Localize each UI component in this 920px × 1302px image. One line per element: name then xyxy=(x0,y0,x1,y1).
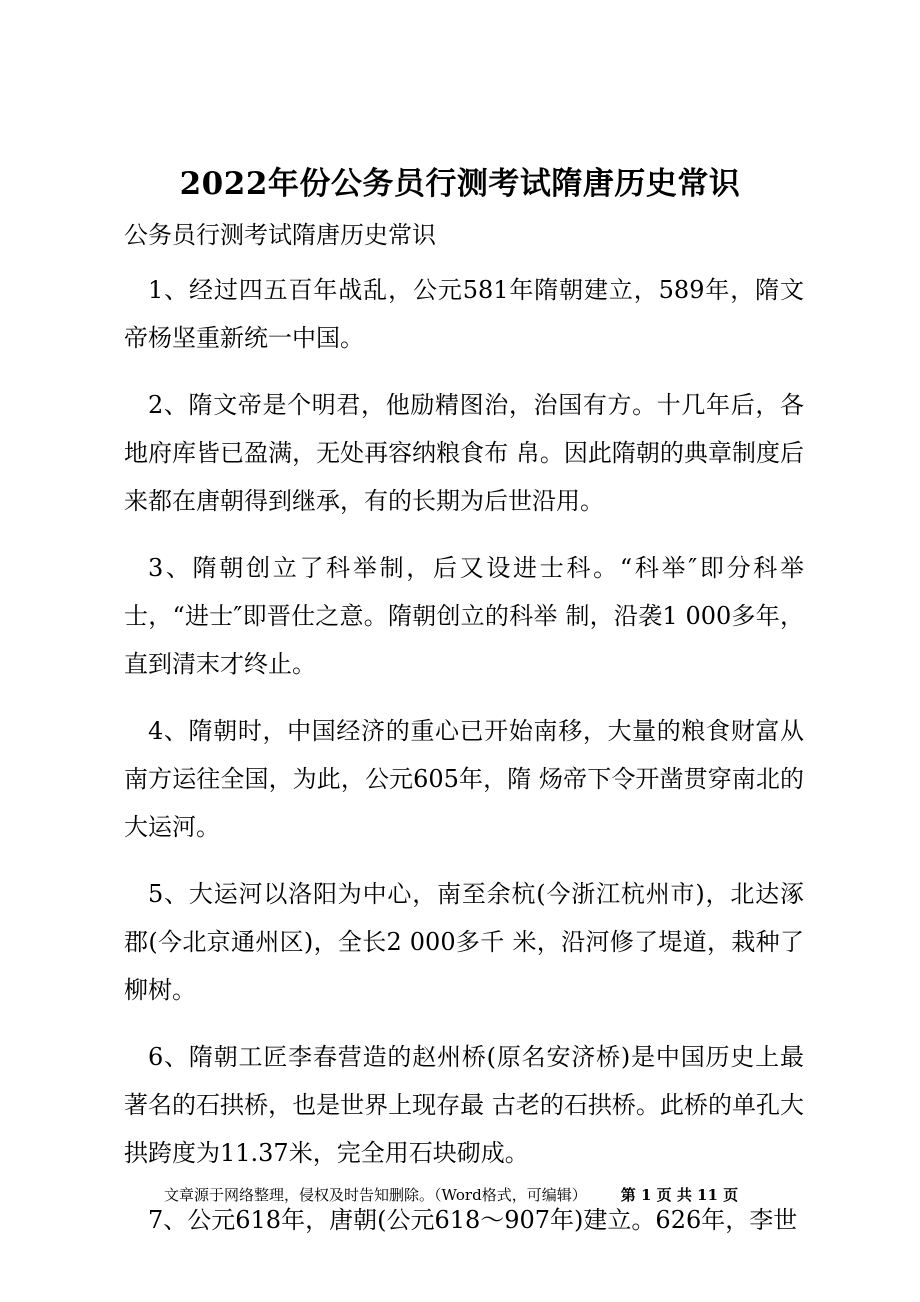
paragraph: 4、隋朝时，中国经济的重心已开始南移，大量的粮食财富从南方运往全国，为此，公元605年，隋 炀帝下令开凿贯穿南北的大运河。 xyxy=(124,717,804,841)
document-body xyxy=(124,266,804,1244)
paragraph: 6、隋朝工匠李春营造的赵州桥(原名安济桥)是中国历史上最著名的石拱桥，也是世界上现存最 古老的石拱桥。此桥的单孔大拱跨度为11.37米，完全用石块砌成。 xyxy=(124,1043,804,1167)
paragraph: 3、隋朝创立了科举制，后又设进士科。“科举″即分科举士，“进士″即晋仕之意。隋朝创立的科举 制，沿袭1 000多年，直到清末才终止。 xyxy=(124,554,804,678)
page-footer xyxy=(164,1183,738,1207)
document-title: 2022年份公务员行测考试隋唐历史常识 xyxy=(179,166,741,202)
paragraph: 2、隋文帝是个明君，他励精图治，治国有方。十几年后，各地府库皆已盈满，无处再容纳粮食布 帛。因此隋朝的典章制度后来都在唐朝得到继承，有的长期为后世沿用。 xyxy=(124,391,804,515)
paragraph: 5、大运河以洛阳为中心，南至余杭(今浙江杭州市)，北达涿郡(今北京通州区)，全长2 000多千 米，沿河修了堤道，栽种了柳树。 xyxy=(124,880,804,1004)
page-number: 第 1 页 共 11 页 xyxy=(620,1186,739,1204)
paragraph: 1、经过四五百年战乱，公元581年隋朝建立，589年，隋文帝杨坚重新统一中国。 xyxy=(124,276,804,352)
paragraph: 7、公元618年，唐朝(公元618～907年)建立。626年，李世 xyxy=(148,1206,798,1234)
document-subtitle: 公务员行测考试隋唐历史常识 xyxy=(124,221,436,249)
footer-note: 文章源于网络整理，侵权及时告知删除。（Word格式，可编辑） xyxy=(164,1186,587,1204)
